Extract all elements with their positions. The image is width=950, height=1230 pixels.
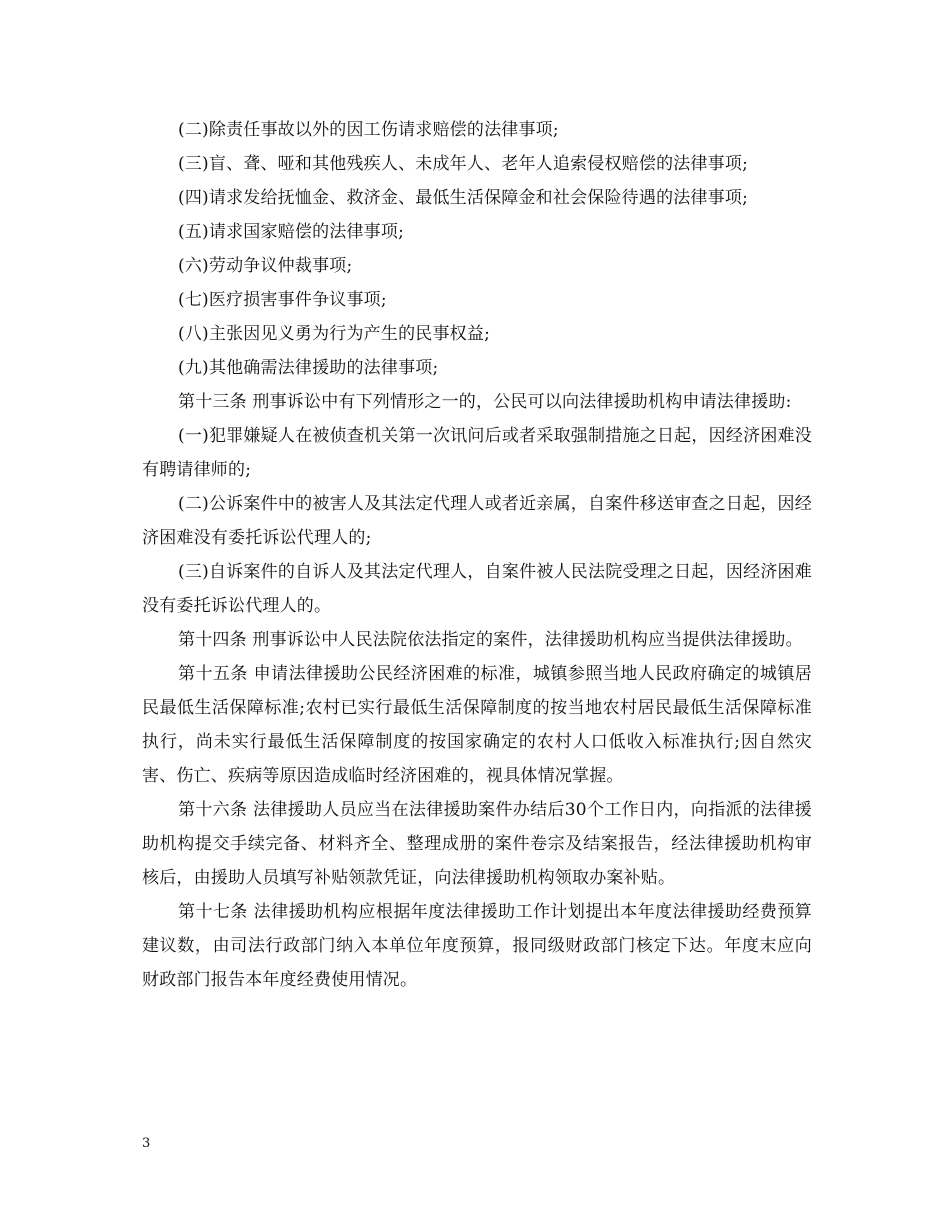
article-13-item-3: (三)自诉案件的自诉人及其法定代理人，自案件被人民法院受理之日起，因经济困难没有委托诉讼代理人的。	[142, 562, 812, 616]
document-body	[142, 113, 812, 997]
article-13-item-2: (二)公诉案件中的被害人及其法定代理人或者近亲属，自案件移送审查之日起，因经济困难没有委托诉讼代理人的;	[142, 494, 812, 548]
article-13: 第十三条 刑事诉讼中有下列情形之一的，公民可以向法律援助机构申请法律援助:	[178, 392, 792, 412]
paragraph-item-6: (六)劳动争议仲裁事项;	[178, 256, 353, 276]
article-13-item-1: (一)犯罪嫌疑人在被侦查机关第一次讯问后或者采取强制措施之日起，因经济困难没有聘请律师的;	[142, 426, 812, 480]
article-17: 第十七条 法律援助机构应根据年度法律援助工作计划提出本年度法律援助经费预算建议数，由司法行政部门纳入本单位年度预算，报同级财政部门核定下达。年度末应向财政部门报告本年度经费使用情况。	[142, 902, 812, 990]
article-15: 第十五条 申请法律援助公民经济困难的标准，城镇参照当地人民政府确定的城镇居民最低生活保障标准;农村已实行最低生活保障制度的按当地农村居民最低生活保障标准执行，尚未实行最低生活保障制度的按国家确定的农村人口低收入标准执行;因自然灾害、伤亡、疾病等原因造成临时经济困难的，视具体情况掌握。	[142, 664, 812, 786]
paragraph-item-2: (二)除责任事故以外的因工伤请求赔偿的法律事项;	[178, 120, 559, 140]
paragraph-item-3: (三)盲、聋、哑和其他残疾人、未成年人、老年人追索侵权赔偿的法律事项;	[178, 154, 748, 174]
article-16: 第十六条 法律援助人员应当在法律援助案件办结后30个工作日内，向指派的法律援助机构提交手续完备、材料齐全、整理成册的案件卷宗及结案报告，经法律援助机构审核后，由援助人员填写补贴领款凭证，向法律援助机构领取办案补贴。	[142, 800, 812, 888]
page-number: 3	[142, 1136, 151, 1151]
paragraph-item-7: (七)医疗损害事件争议事项;	[178, 290, 387, 310]
paragraph-item-4: (四)请求发给抚恤金、救济金、最低生活保障金和社会保险待遇的法律事项;	[178, 188, 748, 208]
paragraph-item-8: (八)主张因见义勇为行为产生的民事权益;	[178, 324, 490, 344]
paragraph-item-5: (五)请求国家赔偿的法律事项;	[178, 222, 404, 242]
article-14: 第十四条 刑事诉讼中人民法院依法指定的案件，法律援助机构应当提供法律援助。	[178, 630, 803, 650]
paragraph-item-9: (九)其他确需法律援助的法律事项;	[178, 358, 439, 378]
